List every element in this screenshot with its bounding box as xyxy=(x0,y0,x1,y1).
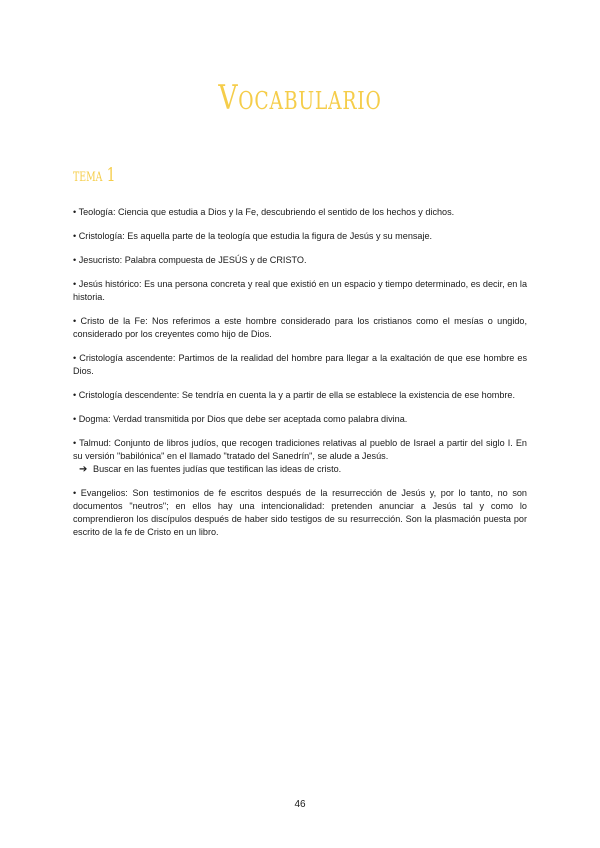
vocabulary-entry: • Dogma: Verdad transmitida por Dios que debe ser aceptada como palabra divina. xyxy=(73,414,408,424)
page-title: Vocabulario xyxy=(218,78,382,118)
entry-term: Cristo de la Fe xyxy=(80,316,146,326)
vocabulary-entry: • Evangelios: Son testimonios de fe escritos después de la resurrección de Jesús y, por lo tanto, no son documentos "neutros"; en ellos hay una intencionalidad: pretenden anunciar a Jesús tal y como lo comprendieron los discípulos después de haber sido testigos de su resurrección. Son la plasmación puesta por escrito de la fe de Cristo en un libro. xyxy=(73,488,527,537)
bullet: • xyxy=(73,353,77,363)
bullet: • xyxy=(73,255,77,265)
entry-definition: Son testimonios de fe escritos después de la resurrección de Jesús y, por lo tanto, no son documentos "neutros"; en ellos hay una intencionalidad: pretenden anunciar a Jesús tal y como lo comprendieron los discípulos después de haber sido testigos de su resurrección. Son la plasmación puesta por escrito de la fe de Cristo en un libro. xyxy=(73,488,527,537)
entry-term: Dogma xyxy=(78,414,109,424)
entry-term: Cristología ascendente xyxy=(79,353,173,363)
entry-term: Cristología descendente xyxy=(78,390,177,400)
bullet: • xyxy=(73,488,77,498)
bullet: • xyxy=(73,279,77,289)
vocabulary-entry: • Cristología: Es aquella parte de la teología que estudia la figura de Jesús y su mensaje. xyxy=(73,231,433,241)
entry-definition: Partimos de la realidad del hombre para llegar a la exaltación de que ese hombre es Dios. xyxy=(73,353,527,376)
entry-term: Evangelios xyxy=(80,488,126,498)
bullet: • xyxy=(73,316,77,326)
vocabulary-entry: • Cristología descendente: Se tendría en cuenta la y a partir de ella se establece la existencia de ese hombre. xyxy=(73,390,515,400)
vocabulary-entry: • Jesús histórico: Es una persona concreta y real que existió en un espacio y tiempo determinado, es decir, en la historia. xyxy=(73,279,527,302)
entry-definition: Es aquella parte de la teología que estudia la figura de Jesús y su mensaje. xyxy=(127,231,433,241)
bullet: • xyxy=(73,414,77,424)
entry-definition: Verdad transmitida por Dios que debe ser aceptada como palabra divina. xyxy=(113,414,408,424)
page-number: 46 xyxy=(294,799,306,810)
vocabulary-entry: • Talmud: Conjunto de libros judíos, que recogen tradiciones relativas al pueblo de Israel a partir del siglo I. En su versión "babilónica" en el llamado "tratado del Sanedrín", se alude a Jesús. ➔ Buscar en las fuentes judías que testifican las ideas de cristo. xyxy=(73,438,527,475)
entry-definition: Ciencia que estudia a Dios y la Fe, descubriendo el sentido de los hechos y dichos. xyxy=(118,207,455,217)
arrow-right-icon: ➔ xyxy=(79,464,88,475)
bullet: • xyxy=(73,438,77,448)
vocabulary-entry: • Cristo de la Fe: Nos referimos a este hombre considerado para los cristianos como el mesías o ungido, considerado por los creyentes como hijo de Dios. xyxy=(73,316,527,339)
bullet: • xyxy=(73,390,77,400)
vocabulary-entry: • Teología: Ciencia que estudia a Dios y la Fe, descubriendo el sentido de los hechos y dichos. xyxy=(73,207,455,217)
entry-term: Talmud xyxy=(79,438,109,448)
entry-definition: Es una persona concreta y real que existió en un espacio y tiempo determinado, es decir, en la historia. xyxy=(73,279,527,302)
entry-definition: Se tendría en cuenta la y a partir de ella se establece la existencia de ese hombre. xyxy=(181,390,515,400)
entry-definition: Conjunto de libros judíos, que recogen tradiciones relativas al pueblo de Israel a partir del siglo I. En su versión "babilónica" en el llamado "tratado del Sanedrín", se alude a Jesús. xyxy=(73,438,527,461)
bullet: • xyxy=(73,231,77,241)
sub-point xyxy=(79,463,527,476)
entry-term: Cristología xyxy=(78,231,123,241)
entry-term: Jesucristo xyxy=(78,255,120,265)
vocabulary-entry: • Jesucristo: Palabra compuesta de JESÚS y de CRISTO. xyxy=(73,255,307,265)
section-heading: tema 1 xyxy=(73,164,116,186)
bullet: • xyxy=(73,207,77,217)
entry-definition: Nos referimos a este hombre considerado para los cristianos como el mesías o ungido, considerado por los creyentes como hijo de Dios. xyxy=(73,316,527,339)
sub-point-text: Buscar en las fuentes judías que testifican las ideas de cristo. xyxy=(93,464,342,474)
entry-term: Teología xyxy=(78,207,113,217)
entry-definition: Palabra compuesta de JESÚS y de CRISTO. xyxy=(124,255,307,265)
vocabulary-entry: • Cristología ascendente: Partimos de la realidad del hombre para llegar a la exaltación de que ese hombre es Dios. xyxy=(73,353,527,376)
vocabulary-list xyxy=(73,206,527,550)
entry-term: Jesús histórico xyxy=(78,279,139,289)
